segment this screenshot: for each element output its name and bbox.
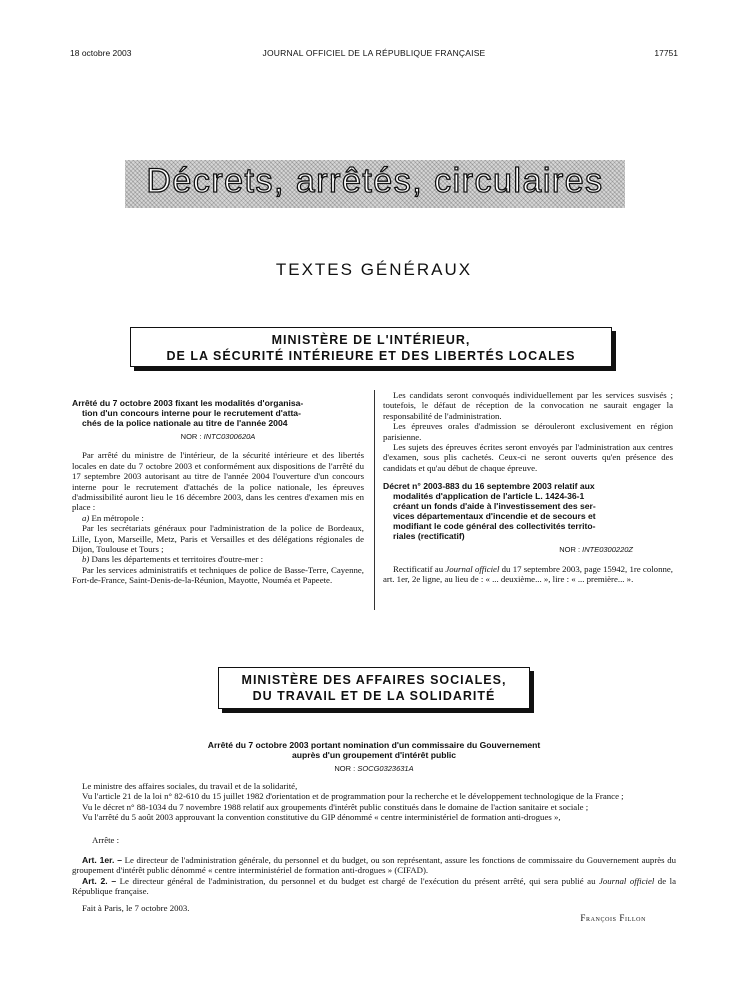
- arrete-title: Arrêté du 7 octobre 2003 fixant les modalités d'organisa- tion d'un concours interne pour le recrutement d'atta- chés de la police nationale au titre de l'année 2004: [72, 398, 304, 428]
- header-date: 18 octobre 2003: [70, 48, 132, 58]
- paragraph: Vu l'arrêté du 5 août 2003 approuvant la convention constitutive du GIP dénommé « centre interministériel de formation anti-drogues »,: [82, 812, 561, 823]
- fait-a-paris: Fait à Paris, le 7 octobre 2003.: [82, 902, 190, 913]
- decret-title: Décret n° 2003-883 du 16 septembre 2003 relatif aux modalités d'application de l'article L. 1424-36-1 créant un fonds d'aide à l'investissement des ser- vices départementaux d'incendie et de secours et modifiant le code général des collectivités territo- riales (rectificatif): [383, 481, 596, 542]
- nor-reference: NOR : INTC0300620A: [180, 432, 256, 441]
- ministry-line-1: MINISTÈRE DES AFFAIRES SOCIALES,: [241, 673, 507, 687]
- paragraph: Vu le décret n° 88-1034 du 7 novembre 1988 relatif aux groupements d'intérêt public constitués dans le domaine de l'action sanitaire et sociale ;: [82, 801, 589, 812]
- signature: François Fillon: [580, 913, 646, 924]
- ministry-line-1: MINISTÈRE DE L'INTÉRIEUR,: [271, 333, 471, 347]
- arrete-line: Arrête :: [92, 834, 120, 845]
- paragraph: Par arrêté du ministre de l'intérieur, de la sécurité intérieure et des libertés locales en date du 7 octobre 2003 et conformément aux dispositions de l'arrêté du 17 septembre 2003 autorisant au titre de l'année 2004 l'ouverture d'un concours interne pour le recrutement d'attachés de la police nationale, les épreuves d'admissibilité auront lieu le 16 décembre 2003, dans les centres d'examen mis en place :: [72, 450, 364, 513]
- article-arrete-concours: [72, 398, 364, 586]
- paragraph: b) Dans les départements et territoires d'outre-mer :: [82, 554, 264, 565]
- article-body: [72, 781, 676, 923]
- paragraph: Rectificatif au Journal officiel du 17 septembre 2003, page 15942, 1re colonne, art. 1er, 2e ligne, au lieu de : « ... deuxième... », lire : « ... première... ».: [383, 563, 673, 585]
- paragraph: Vu l'article 21 de la loi n° 82-610 du 15 juillet 1982 d'orientation et de programmation pour la recherche et le développement technologique de la France ;: [82, 791, 624, 802]
- ministry-heading-social-affairs: [218, 667, 530, 709]
- right-column: [383, 390, 673, 584]
- ministry-line-2: DU TRAVAIL ET DE LA SOLIDARITÉ: [252, 689, 496, 703]
- column-divider: [374, 390, 375, 610]
- paragraph: a) En métropole :: [82, 512, 144, 523]
- nor-reference: NOR : SOCG0323631A: [334, 764, 414, 773]
- arrete-title: Arrêté du 7 octobre 2003 portant nomination d'un commissaire du Gouvernement auprès d'un groupement d'intérêt public: [207, 740, 541, 760]
- banner-title: Décrets, arrêtés, circulaires: [146, 162, 604, 200]
- nor-reference: NOR : INTE0300220Z: [559, 545, 633, 555]
- section-banner: [125, 160, 625, 208]
- running-header: [70, 48, 678, 62]
- section-heading: TEXTES GÉNÉRAUX: [275, 260, 473, 279]
- paragraph: Par les services administratifs et techniques de police de Basse-Terre, Cayenne, Fort-de-France, Saint-Denis-de-la-Réunion, Mayotte, Nouméa et Papeete.: [72, 564, 364, 586]
- paragraph: Les sujets des épreuves écrites seront envoyés par l'administration aux centres d'examen, sous plis cachetés. Ceux-ci ne seront ouverts qu'en présence des candidats et qu'au début de chaque épreuve.: [383, 442, 673, 473]
- paragraph: Les candidats seront convoqués individuellement par les services susvisés ; toutefois, le défaut de réception de la convocation ne saurait engager la responsabilité de l'administration.: [383, 390, 673, 421]
- header-page-number: 17751: [654, 48, 678, 58]
- header-journal-title: JOURNAL OFFICIEL DE LA RÉPUBLIQUE FRANÇAISE: [262, 48, 486, 58]
- paragraph: Les épreuves orales d'admission se dérouleront exclusivement en région parisienne.: [383, 421, 673, 442]
- article-arrete-nomination: [72, 740, 676, 923]
- article-2: Art. 2. – Le directeur général de l'administration, du personnel et du budget est chargé de l'exécution du présent arrêté, qui sera publié au Journal officiel de la République française.: [72, 875, 676, 897]
- paragraph: Par les secrétariats généraux pour l'administration de la police de Bordeaux, Lille, Lyon, Marseille, Metz, Paris et Versailles et des délégations régionales de Dijon, Toulouse et Tours ;: [72, 523, 364, 555]
- ministry-line-2: DE LA SÉCURITÉ INTÉRIEURE ET DES LIBERTÉS LOCALES: [166, 349, 576, 363]
- paragraph: Le ministre des affaires sociales, du travail et de la solidarité,: [82, 781, 298, 791]
- article-1: Art. 1er. – Le directeur de l'administration générale, du personnel et du budget, ou son représentant, assure les fonctions de commissaire du Gouvernement auprès du groupement d'intérêt public dénommé « centre interministériel de formation anti-drogues » (CIFAD).: [72, 855, 677, 876]
- ministry-heading-interior: [130, 327, 612, 367]
